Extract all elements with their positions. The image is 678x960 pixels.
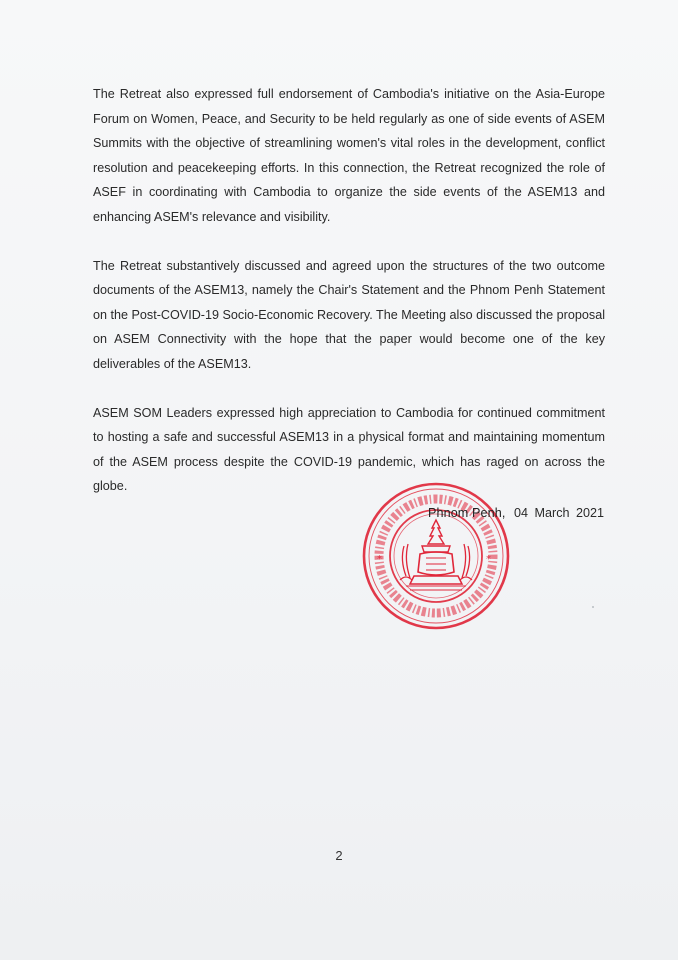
svg-text:*: * [486,554,491,565]
signature-block [360,480,620,640]
document-body [93,82,605,523]
date-label: 04 March 2021 [514,506,605,520]
paragraph-outcome-documents: The Retreat substantively discussed and agreed upon the structures of the two outcome documents of the ASEM13, namely the Chair's Statement and the Phnom Penh Statement on the Post-COVID-19 Socio-Economic Recovery. The Meeting also discussed the proposal on ASEM Connectivity with the hope that the paper would become one of the key deliverables of the ASEM13. [93,258,605,371]
official-seal-icon [360,480,512,632]
paragraph-forum-endorsement: The Retreat also expressed full endorsement of Cambodia's initiative on the Asia-Europe Forum on Women, Peace, and Security to be held regularly as one of side events of ASEM Summits with the objective of streamlining women's vital roles in the development, conflict resolution and peacekeeping efforts. In this connection, the Retreat recognized the role of ASEF in coordinating with Cambodia to organize the side events of the ASEM13 and enhancing ASEM's relevance and visibility. [93,87,605,224]
place-label: Phnom Penh, [428,506,506,520]
page-number: 2 [335,848,343,863]
paper-speck [592,606,594,608]
svg-text:*: * [377,554,382,565]
paragraph-som-appreciation: ASEM SOM Leaders expressed high appreciation to Cambodia for continued commitment to hosting a safe and successful ASEM13 in a physical format and maintaining momentum of the ASEM process despite the COVID-19 pandemic, which has raged on across the globe. [93,405,605,494]
